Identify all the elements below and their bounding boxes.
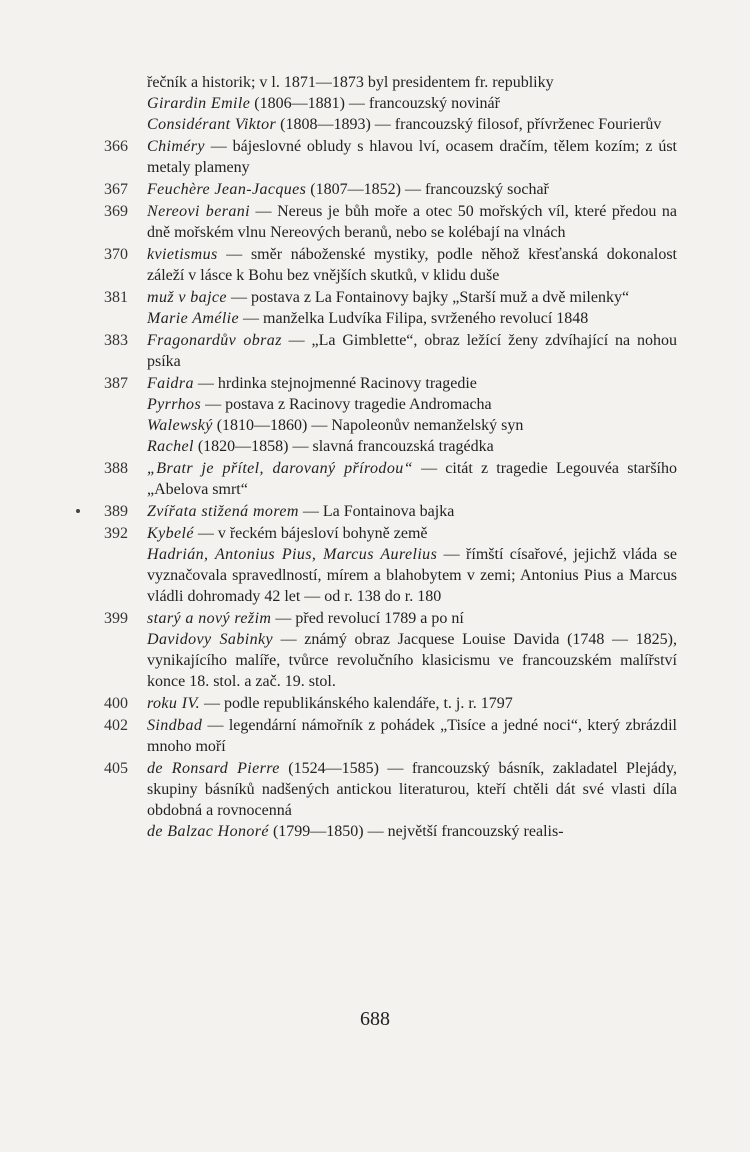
note-term: Kybelé: [147, 525, 194, 542]
note-text: — Nereus je bůh moře a otec 50 mořských víl, které předou na dně mořském vlnu Nereových beranů, nebo se kolébají na vlnách: [147, 203, 678, 241]
note-text: (1820—1858) — slavná francouzská tragédka: [193, 438, 494, 455]
note-text: — směr náboženské mystiky, podle něhož křesťanská dokonalost záleží v lásce k Bohu bez vnějších skutků, v klidu duše: [147, 246, 677, 284]
note-entry: [147, 72, 677, 93]
note-text: — bájeslovné obludy s hlavou lví, ocasem dračím, tělem kozím; z úst metaly plameny: [147, 138, 677, 176]
note-entry: [147, 415, 677, 436]
note-text: — v řeckém bájesloví bohyně země: [193, 525, 428, 542]
note-entry: [147, 608, 677, 629]
note-text: řečník a historik; v l. 1871—1873 byl presidentem fr. republiky: [147, 74, 554, 91]
note-item: [0, 287, 750, 329]
note-page-ref: 381: [104, 289, 128, 306]
note-page-ref: 399: [104, 610, 128, 627]
note-term: de Balzac Honoré: [147, 823, 269, 840]
note-entry: [147, 244, 677, 286]
note-term: Chiméry: [147, 138, 205, 155]
note-item: [0, 72, 750, 135]
note-text: (1810—1860) — Napoleonův nemanželský syn: [212, 417, 524, 434]
note-page-ref: 388: [104, 460, 128, 477]
note-term: muž v bajce: [147, 289, 227, 306]
note-term: Nereovi berani: [147, 203, 250, 220]
note-entry: [147, 821, 677, 842]
note-entry: [147, 93, 677, 114]
note-entry: [147, 523, 677, 544]
note-entry: [147, 136, 677, 178]
note-page-ref: 387: [104, 375, 128, 392]
note-item: [0, 330, 750, 372]
note-entry: [147, 629, 677, 692]
note-entry: [147, 114, 677, 135]
note-page-ref: 370: [104, 246, 128, 263]
note-term: Zvířata stižená morem: [147, 503, 299, 520]
note-text: — podle republikánského kalendáře, t. j. r. 1797: [199, 695, 513, 712]
note-term: Faidra: [147, 375, 194, 392]
note-entry: [147, 501, 677, 522]
note-item: [0, 608, 750, 692]
note-entry: [147, 758, 677, 821]
note-term: Hadrián, Antonius Pius, Marcus Aurelius: [147, 546, 438, 563]
note-item: [0, 179, 750, 200]
note-term: Considérant Viktor: [147, 116, 277, 133]
note-text: — před revolucí 1789 a po ní: [271, 610, 464, 627]
note-page-ref: 383: [104, 332, 128, 349]
note-item: [0, 523, 750, 607]
note-entry: [147, 287, 677, 308]
note-page-ref: 389: [104, 503, 128, 520]
note-entry: [147, 458, 677, 500]
note-text: (1799—1850) — největší francouzský realis-: [268, 823, 564, 840]
note-item: [0, 458, 750, 500]
note-item: [0, 136, 750, 178]
note-term: „Bratr je přítel, darovaný přírodou“: [147, 460, 413, 477]
note-term: Rachel: [147, 438, 194, 455]
note-text: — legendární námořník z pohádek „Tisíce a jedné noci“, který zbrázdil mnoho moří: [147, 717, 677, 755]
page-number: 688: [360, 1008, 390, 1030]
note-text: — postava z La Fontainovy bajky „Starší muž a dvě milenky“: [226, 289, 630, 306]
note-text: — manželka Ludvíka Filipa, svrženého revolucí 1848: [239, 310, 589, 327]
note-term: Walewský: [147, 417, 213, 434]
note-page-ref: 392: [104, 525, 128, 542]
note-term: de Ronsard Pierre: [147, 760, 280, 777]
note-entry: [147, 436, 677, 457]
note-text: (1808—1893) — francouzský filosof, přívrženec Fourierův: [276, 116, 662, 133]
note-term: Davidovy Sabinky: [147, 631, 273, 648]
note-entry: [147, 544, 677, 607]
note-item: [0, 693, 750, 714]
note-entry: [147, 330, 677, 372]
note-term: Sindbad: [147, 717, 203, 734]
note-term: Feuchère Jean-Jacques: [147, 181, 307, 198]
note-term: Pyrrhos: [147, 396, 202, 413]
note-entry: [147, 179, 677, 200]
note-term: Girardin Emile: [147, 95, 251, 112]
note-entry: [147, 201, 677, 243]
notes-list: [0, 72, 750, 843]
note-term: Marie Amélie: [147, 310, 240, 327]
margin-dot: [76, 509, 80, 513]
note-term: Fragonardův obraz: [147, 332, 282, 349]
note-text: — římští císařové, jejichž vláda se vyznačovala spravedlností, mírem a blahobytem v zemi; Antonius Pius a Marcus vládli dohromady 42 let — od r. 138 do r. 180: [147, 546, 678, 605]
note-text: (1806—1881) — francouzský novinář: [250, 95, 500, 112]
note-page-ref: 400: [104, 695, 128, 712]
note-page-ref: 402: [104, 717, 128, 734]
note-page-ref: 405: [104, 760, 128, 777]
note-text: — La Fontainova bajka: [298, 503, 455, 520]
note-entry: [147, 715, 677, 757]
note-term: starý a nový režim: [147, 610, 272, 627]
note-entry: [147, 394, 677, 415]
note-page-ref: 369: [104, 203, 128, 220]
note-text: — hrdinka stejnojmenné Racinovy tragedie: [193, 375, 477, 392]
note-text: — postava z Racinovy tragedie Andromacha: [201, 396, 492, 413]
note-text: — „La Gimblette“, obraz ležící ženy zdvíhající na nohou psíka: [147, 332, 677, 370]
note-item: [0, 758, 750, 842]
note-item: [0, 715, 750, 757]
note-text: — známý obraz Jacquese Louise Davida (1748 — 1825), vynikajícího malíře, tvůrce revolučního klasicismu ve francouzském malířství konce 18. stol. a zač. 19. stol.: [147, 631, 677, 690]
note-item: [0, 244, 750, 286]
note-entry: [147, 308, 677, 329]
note-page-ref: 367: [104, 181, 128, 198]
note-item: [0, 373, 750, 457]
note-term: roku IV.: [147, 695, 200, 712]
note-item: [0, 501, 750, 522]
note-term: kvietismus: [147, 246, 218, 263]
note-text: (1807—1852) — francouzský sochař: [306, 181, 549, 198]
note-text: (1524—1585) — francouzský básník, zakladatel Plejády, skupiny básníků nadšených antickou literaturou, kteří chtěli dát své vlasti díla obdobná a rovnocenná: [147, 760, 677, 819]
note-entry: [147, 373, 677, 394]
note-text: — citát z tragedie Legouvéa staršího „Abelova smrt“: [147, 460, 677, 498]
note-entry: [147, 693, 677, 714]
note-item: [0, 201, 750, 243]
note-page-ref: 366: [104, 138, 128, 155]
